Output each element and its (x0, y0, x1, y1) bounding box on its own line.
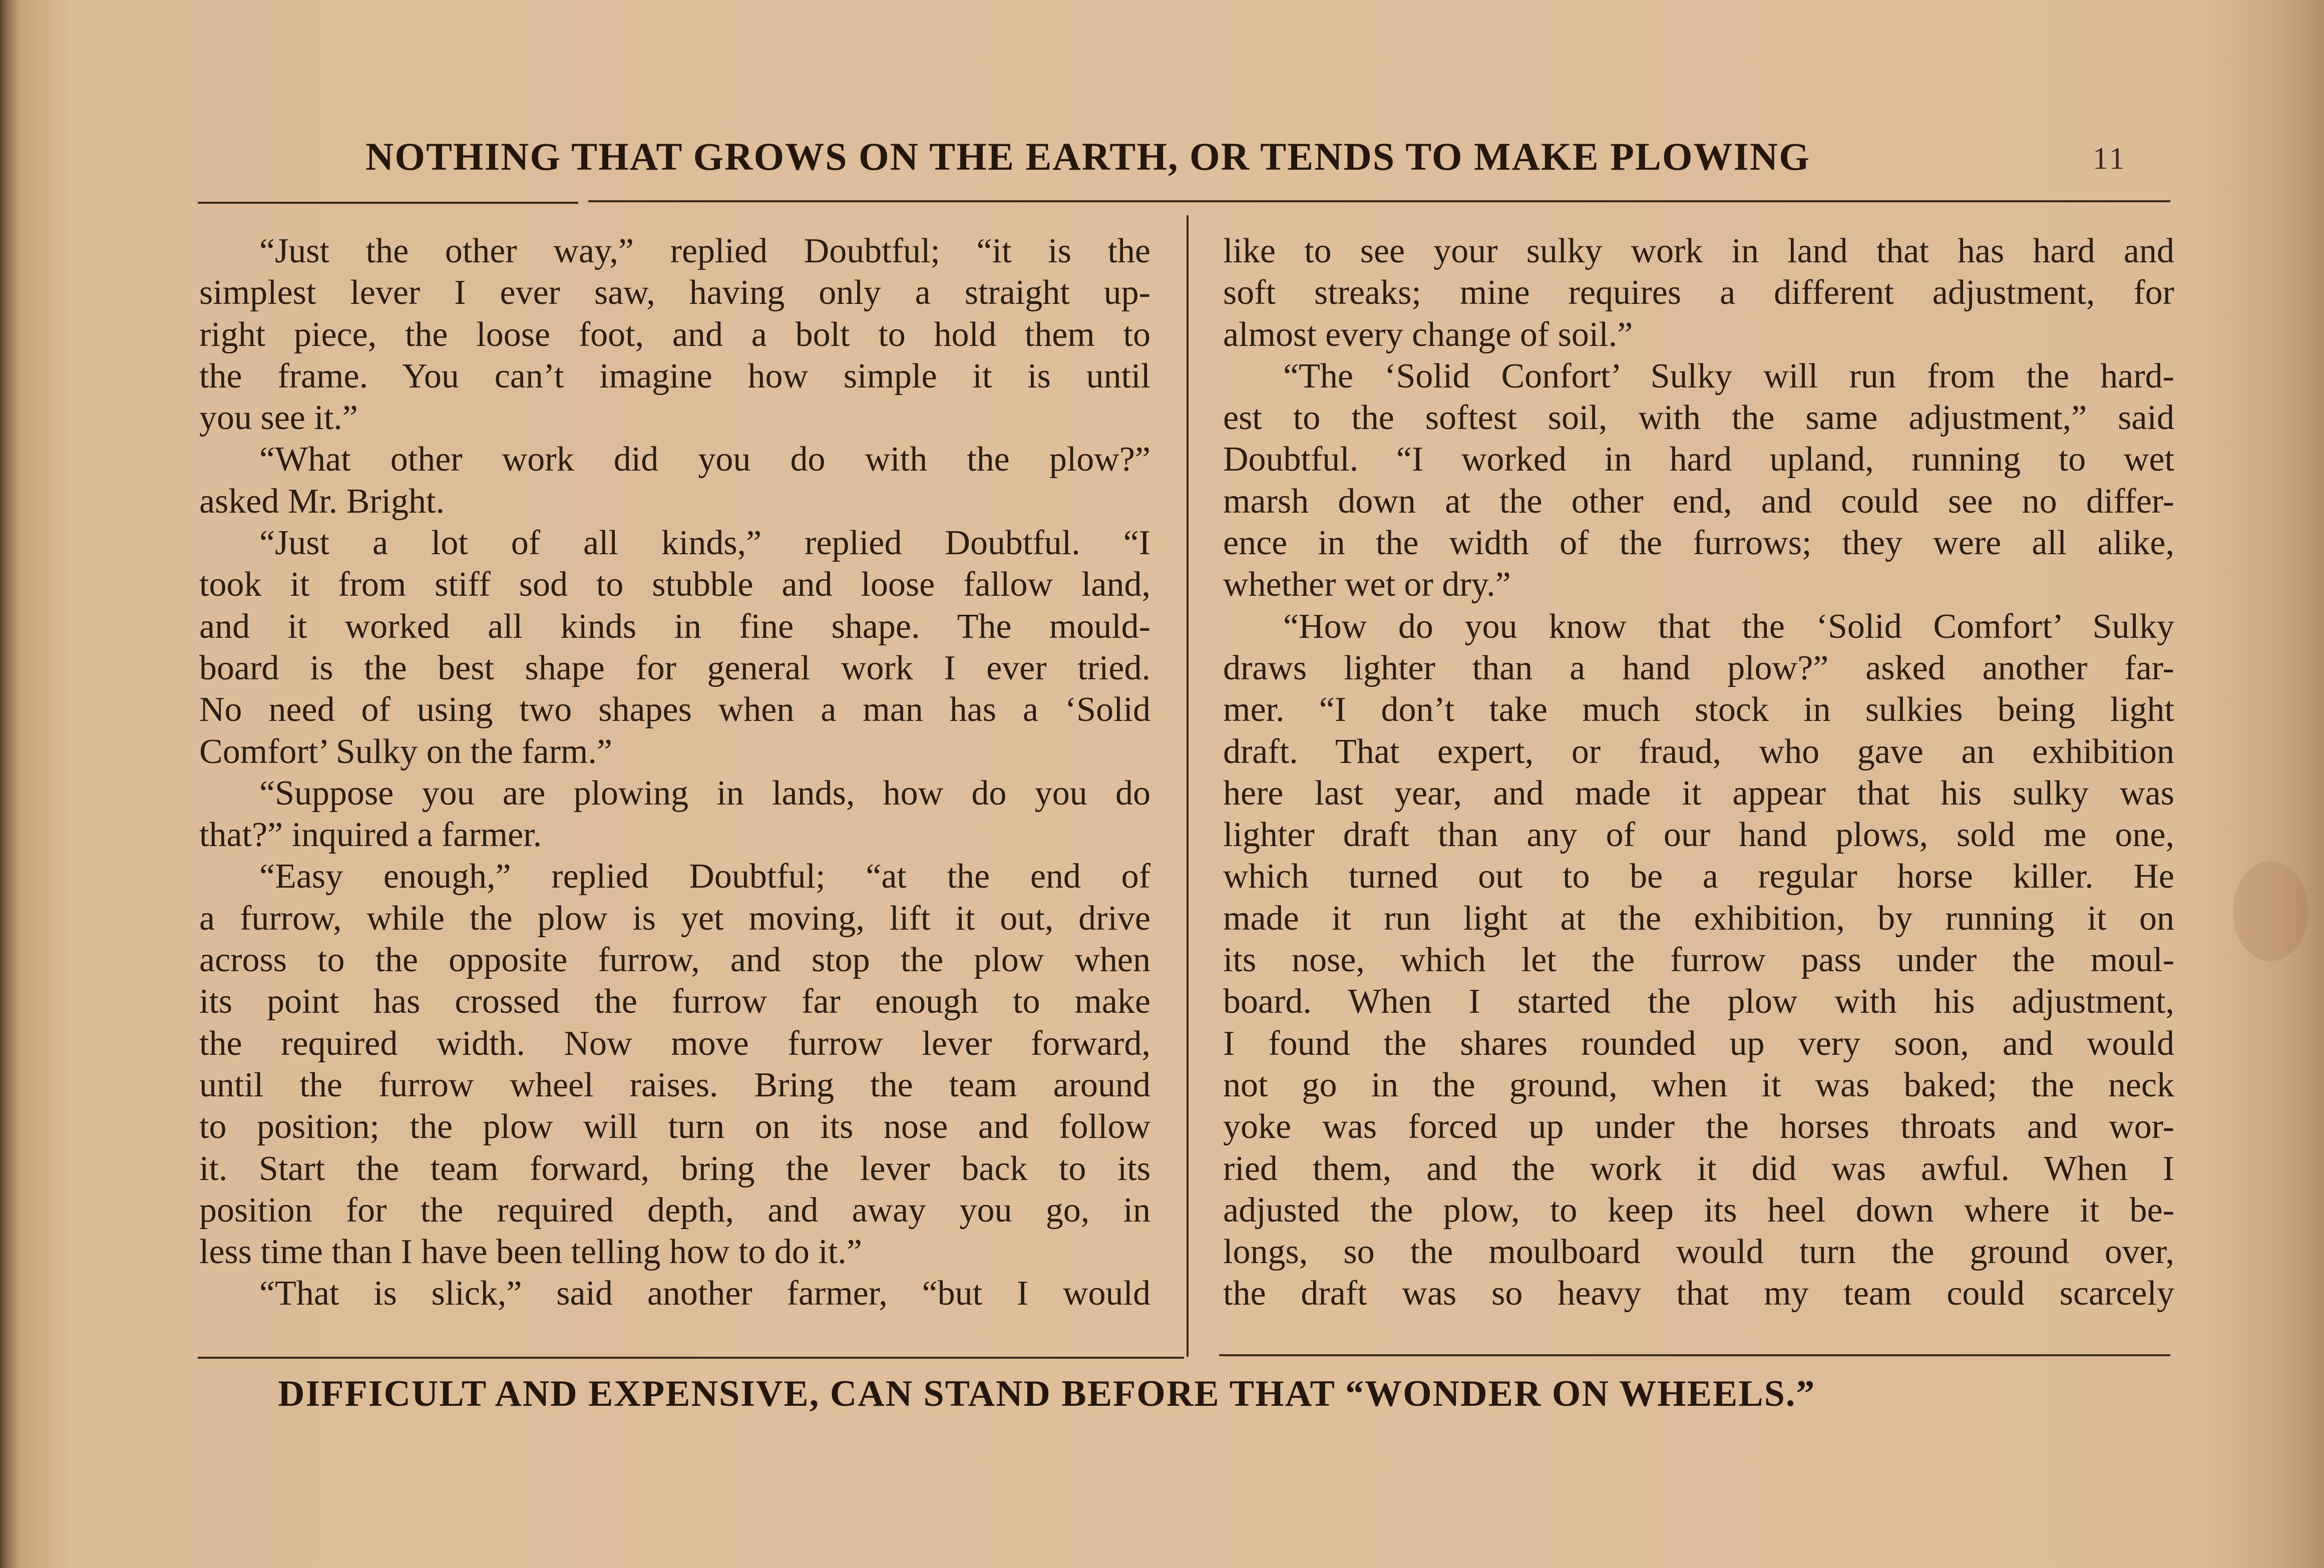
header-rule-right (588, 200, 2170, 202)
text-line: here last year, and made it appear that his sulky was (1223, 773, 2174, 813)
text-line: that?” inquired a farmer. (199, 816, 542, 855)
paper-stain (2233, 861, 2308, 961)
running-footer: DIFFICULT AND EXPENSIVE, CAN STAND BEFORE THAT “WONDER ON WHEELS.” (278, 1373, 1816, 1414)
text-line: right piece, the loose foot, and a bolt to hold them to (199, 315, 1150, 354)
text-line: Comfort’ Sulky on the farm.” (199, 732, 612, 771)
text-line: whether wet or dry.” (1223, 565, 1511, 604)
text-line: which turned out to be a regular horse killer. He (1223, 857, 2174, 896)
text-line: until the furrow wheel raises. Bring the team around (199, 1065, 1150, 1104)
text-line: the draft was so heavy that my team could scarcely (1223, 1274, 2174, 1313)
text-line: No need of using two shapes when a man has a ‘Solid (199, 690, 1150, 729)
text-line: “The ‘Solid Confort’ Sulky will run from the hard- (1283, 356, 2174, 396)
text-line: a furrow, while the plow is yet moving, lift it out, drive (199, 899, 1150, 938)
text-line: yoke was forced up under the horses throats and wor- (1223, 1107, 2174, 1146)
right-column (1223, 230, 2174, 1315)
text-line: made it run light at the exhibition, by running it on (1223, 899, 2174, 938)
text-line: “Easy enough,” replied Doubtful; “at the end of (259, 857, 1150, 896)
text-line: “Just the other way,” replied Doubtful; “it is the (259, 232, 1150, 270)
text-line: lighter draft than any of our hand plows, sold me one, (1223, 816, 2174, 855)
column-divider (1187, 215, 1189, 1357)
text-line: longs, so the moulboard would turn the ground over, (1223, 1233, 2174, 1272)
running-header: NOTHING THAT GROWS ON THE EARTH, OR TENDS TO MAKE PLOWING (365, 135, 1810, 178)
text-line: “What other work did you do with the plow?” (259, 440, 1150, 479)
text-line: ried them, and the work it did was awful. When I (1223, 1149, 2174, 1188)
text-line: it. Start the team forward, bring the lever back to its (199, 1149, 1150, 1188)
text-line: marsh down at the other end, and could see no differ- (1223, 482, 2174, 521)
text-line: position for the required depth, and away you go, in (199, 1191, 1150, 1230)
text-line: “That is slick,” said another farmer, “but I would (259, 1274, 1150, 1313)
text-line: mer. “I don’t take much stock in sulkies being light (1223, 690, 2174, 729)
text-line: board is the best shape for general work I ever tried. (199, 648, 1150, 687)
text-line: “Just a lot of all kinds,” replied Doubtful. “I (259, 524, 1150, 563)
text-line: the required width. Now move furrow lever forward, (199, 1024, 1150, 1063)
text-line: took it from stiff sod to stubble and loose fallow land, (199, 565, 1150, 604)
footer-rule-right (1219, 1354, 2170, 1356)
text-line: simplest lever I ever saw, having only a straight up- (199, 273, 1150, 312)
header-rule-left (198, 202, 578, 204)
text-line: not go in the ground, when it was baked; the neck (1223, 1065, 2174, 1104)
text-line: less time than I have been telling how to do it.” (199, 1233, 862, 1272)
text-line: its nose, which let the furrow pass under the moul- (1223, 941, 2174, 980)
text-line: board. When I started the plow with his adjustment, (1223, 982, 2174, 1021)
text-line: est to the softest soil, with the same adjustment,” said (1223, 399, 2174, 438)
text-line: asked Mr. Bright. (199, 482, 445, 521)
text-line: to position; the plow will turn on its nose and follow (199, 1107, 1150, 1146)
text-line: “How do you know that the ‘Solid Comfort’ Sulky (1283, 607, 2174, 646)
footer-rule-left (198, 1357, 1184, 1359)
text-line: soft streaks; mine requires a different adjustment, for (1223, 273, 2174, 312)
text-line: Doubtful. “I worked in hard upland, running to wet (1223, 440, 2174, 479)
left-column (199, 230, 1150, 1315)
text-line: you see it.” (199, 399, 358, 438)
text-line: its point has crossed the furrow far enough to make (199, 982, 1150, 1021)
text-line: almost every change of soil.” (1223, 315, 1633, 354)
text-line: ence in the width of the furrows; they were all alike, (1223, 524, 2174, 563)
text-line: draft. That expert, or fraud, who gave an exhibition (1223, 732, 2174, 771)
text-line: “Suppose you are plowing in lands, how do you do (259, 773, 1150, 813)
page-number: 11 (2093, 142, 2127, 176)
text-line: across to the opposite furrow, and stop the plow when (199, 941, 1150, 980)
text-line: and it worked all kinds in fine shape. The mould- (199, 607, 1150, 646)
text-line: adjusted the plow, to keep its heel down where it be- (1223, 1191, 2174, 1230)
text-line: draws lighter than a hand plow?” asked another far- (1223, 648, 2174, 687)
text-line: the frame. You can’t imagine how simple it is until (199, 356, 1150, 396)
text-line: like to see your sulky work in land that has hard and (1223, 232, 2174, 270)
text-line: I found the shares rounded up very soon, and would (1223, 1024, 2174, 1063)
